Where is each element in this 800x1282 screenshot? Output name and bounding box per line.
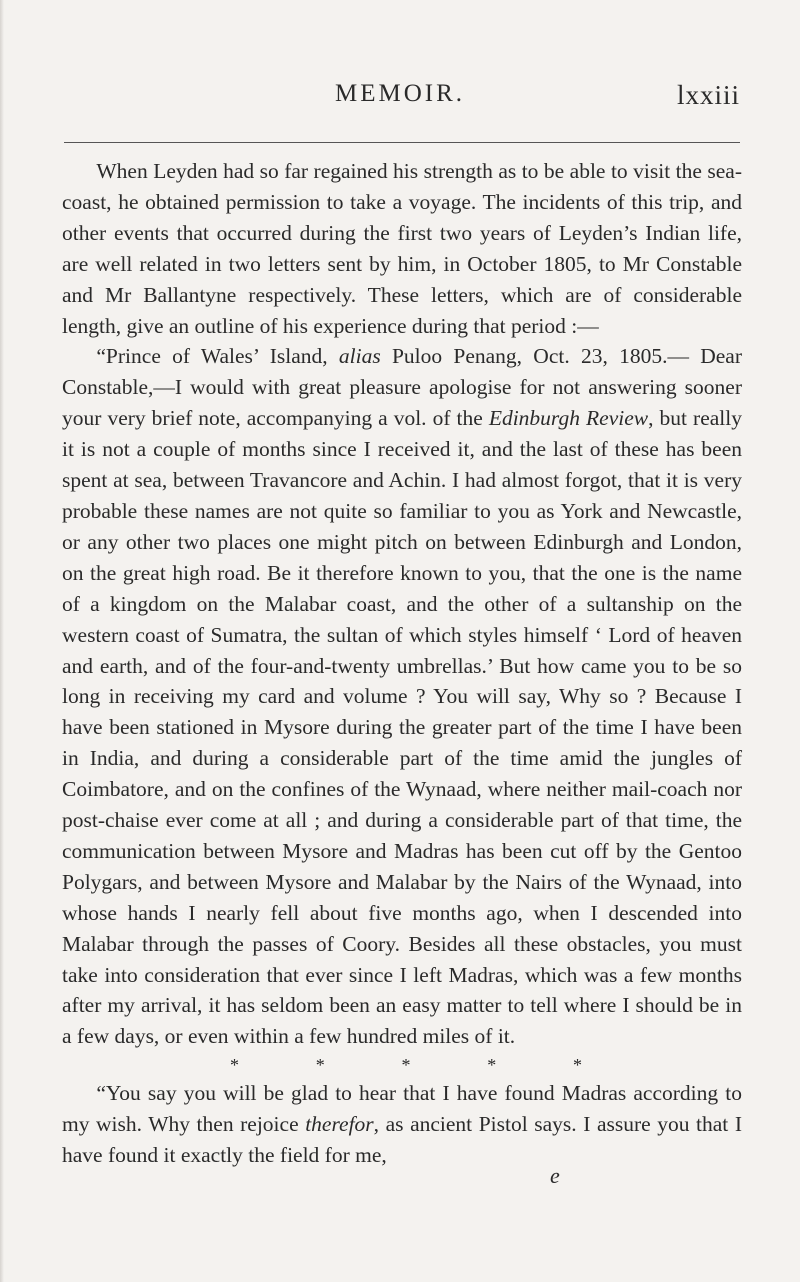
catchword: e [550, 1163, 560, 1188]
asterisk: * [401, 1055, 411, 1076]
page-header [60, 80, 740, 130]
header-rule [64, 142, 740, 143]
asterisk: * [230, 1055, 239, 1076]
page-number: lxxiii [676, 80, 740, 110]
running-head: MEMOIR. [334, 80, 466, 107]
asterisk: * [315, 1055, 325, 1076]
italic-therefor: therefor [305, 1112, 374, 1137]
italic-edinburgh-review: Edinburgh Review [488, 406, 649, 431]
section-asterisks [62, 1052, 742, 1078]
paragraph-intro: When Leyden had so far regained his strength as to be able to visit the sea-coast, he obtained permission to take a voyage. The incidents of this trip, and other events that occurred during the first two years of Leyden’s Indian life, are well related in two letters sent by him, in October 1805, to Mr Constable and Mr Ballantyne respectively. These letters, which are of considerable length, give an outline of his experience during that period :— [62, 159, 742, 338]
asterisk: * [487, 1055, 497, 1076]
body-text [62, 156, 742, 1171]
page-edge-shadow [0, 0, 4, 1282]
paragraph-letter-constable: “Prince of Wales’ Island, alias Puloo Penang, Oct. 23, 1805.— Dear Constable,—I would with great pleasure apologise for not answering sooner your very brief note, accompanying a vol. of the Edinburgh Review, but really it is not a couple of months since I received it, and the last of these has been spent at sea, between Travancore and Achin. I had almost forgot, that it is very probable these names are not quite so familiar to you as York and Newcastle, or any other two places one might pitch on between Edinburgh and London, on the great high road. Be it therefore known to you, that the one is the name of a kingdom on the Malabar coast, and the other of a sultanship on the western coast of Sumatra, the sultan of which styles himself ‘ Lord of heaven and earth, and of the four-and-twenty umbrellas.’ But how came you to be so long in receiving my card and volume ? You will say, Why so ? Because I have been stationed in Mysore during the greater part of the time I have been in India, and during a considerable part of the time amid the jungles of Coimbatore, and on the confines of the Wynaad, where neither mail-coach nor post-chaise ever come at all ; and during a considerable part of that time, the communication between Mysore and Madras has been cut off by the Gentoo Polygars, and between Mysore and Malabar by the Nairs of the Wynaad, into whose hands I nearly fell about five months ago, when I descended into Malabar through the passes of Coory. Besides all these obstacles, you must take into consideration that ever since I left Madras, which was a few months after my arrival, it has seldom been an easy matter to tell where I should be in a few days, or even within a few hundred miles of it. [62, 344, 743, 1049]
italic-alias: alias [338, 344, 381, 369]
asterisk: * [573, 1055, 582, 1076]
paragraph-madras: “You say you will be glad to hear that I have found Madras according to my wish. Why then rejoice therefor, as ancient Pistol says. I assure you that I have found it exactly the field for me, [62, 1081, 743, 1168]
